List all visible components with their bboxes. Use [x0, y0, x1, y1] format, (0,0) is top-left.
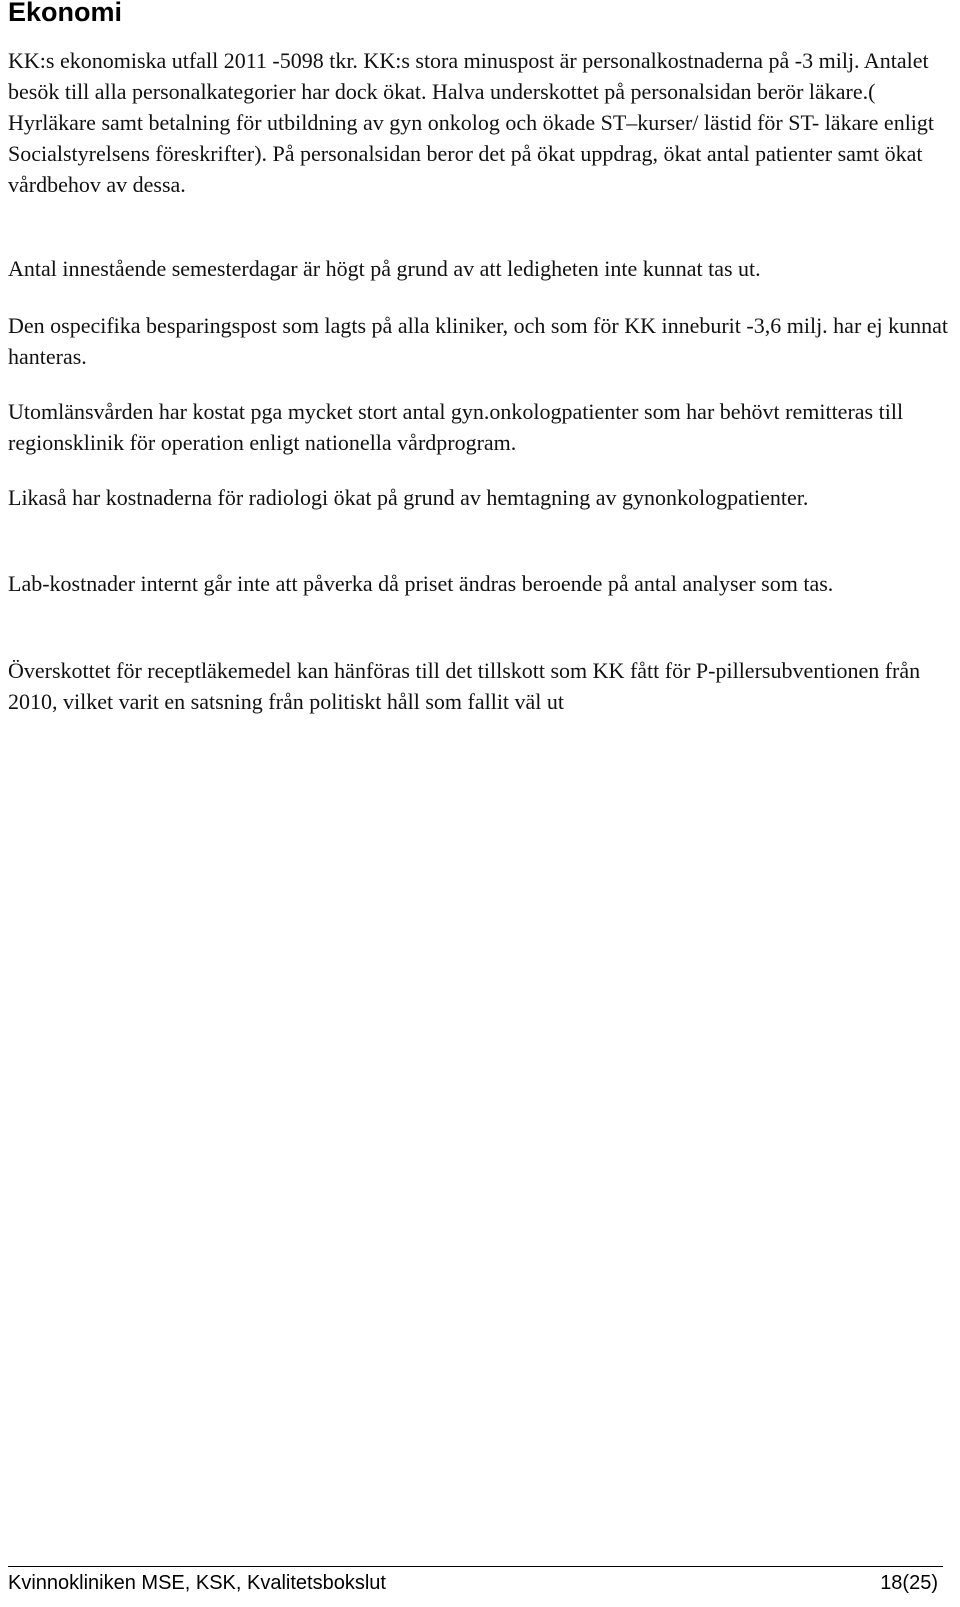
- footer-title: Kvinnokliniken MSE, KSK, Kvalitetsbokslut: [8, 1572, 386, 1594]
- paragraph-savings-item: Den ospecifika besparingspost som lagts på alla kliniker, och som för KK inneburit -3,6 milj. har ej kunnat hanteras.: [8, 313, 949, 369]
- paragraph-lab-costs: Lab-kostnader internt går inte att påverka då priset ändras beroende på antal analyser som tas.: [8, 571, 834, 596]
- paragraph-radiology-costs: Likaså har kostnaderna för radiologi ökat på grund av hemtagning av gynonkologpatienter.: [8, 485, 809, 510]
- paragraph-vacation-days: Antal innestående semesterdagar är högt på grund av att ledigheten inte kunnat tas ut.: [8, 256, 761, 281]
- section-heading: Ekonomi: [8, 0, 123, 27]
- footer-divider: [8, 1566, 943, 1567]
- paragraph-economic-outcome: KK:s ekonomiska utfall 2011 -5098 tkr. KK:s stora minuspost är personalkostnaderna på -3 milj. Antalet besök till alla personalkategorier har dock ökat. Halva underskottet på personalsidan berör läkare.( Hyrläkare samt betalning för utbildning av gyn onkolog och ökade ST–kurser/ lästid för ST- läkare enligt Socialstyrelsens föreskrifter). På personalsidan beror det på ökat uppdrag, ökat antal patienter samt ökat vårdbehov av dessa.: [8, 48, 935, 197]
- page-number: 18(25): [880, 1572, 938, 1594]
- paragraph-out-of-county-care: Utomlänsvården har kostat pga mycket stort antal gyn.onkologpatienter som har behövt remitteras till regionsklinik för operation enligt nationella vårdprogram.: [8, 399, 904, 455]
- paragraph-prescription-drugs: Överskottet för receptläkemedel kan hänföras till det tillskott som KK fått för P-pillersubventionen från 2010, vilket varit en satsning från politiskt håll som fallit väl ut: [8, 658, 921, 714]
